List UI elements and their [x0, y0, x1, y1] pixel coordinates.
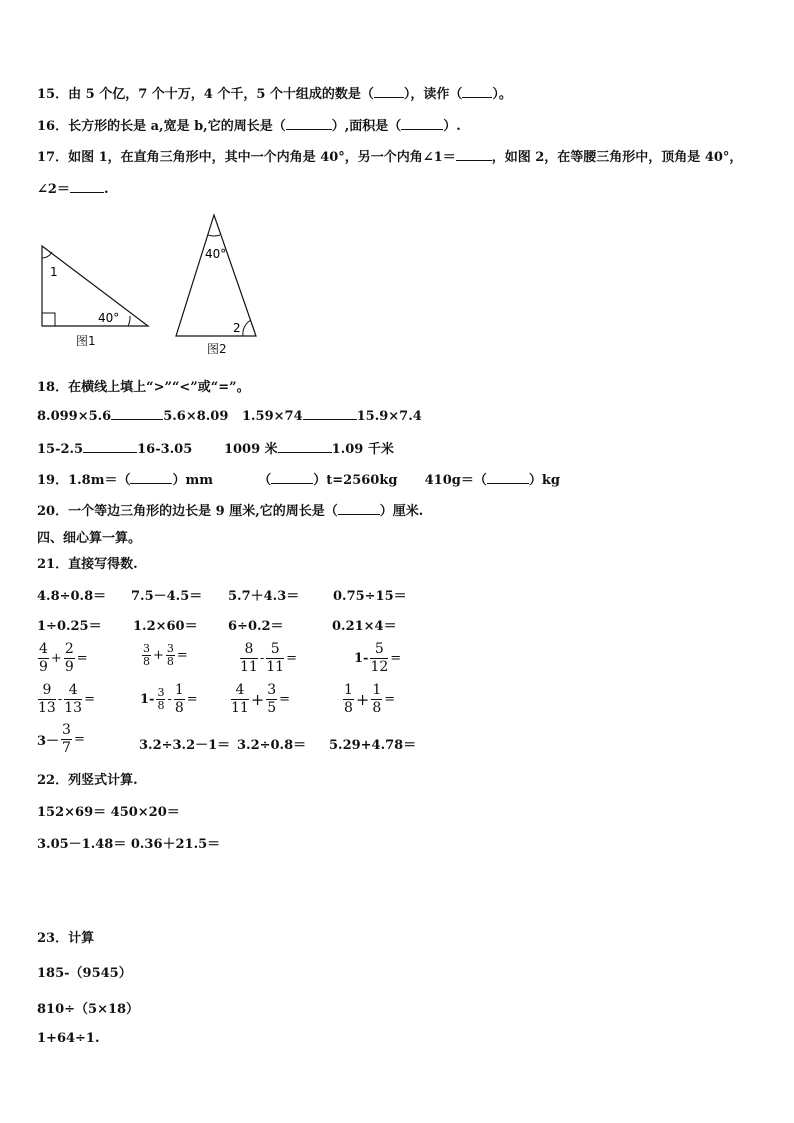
fraction-calc-item: $\frac{3}{8}$ + $\frac{3}{8}$ = [143, 642, 188, 668]
fraction: $\frac{9}{13}$ [38, 682, 56, 716]
apex-angle-label: 40° [205, 247, 227, 261]
question-22-row1: 152×69＝ 450×20＝ [37, 805, 180, 820]
question-21-title: 21．直接写得数. [37, 557, 138, 572]
angle-40-label: 40° [98, 311, 120, 325]
fraction: $\frac{5}{11}$ [266, 641, 285, 675]
fraction-calc-item: $\frac{4}{11}$ + $\frac{3}{5}$ = [231, 682, 291, 716]
calc-item: 6÷0.2＝ [228, 619, 284, 634]
fraction: $\frac{4}{11}$ [231, 682, 249, 716]
question-23-item: 1+64÷1. [37, 1031, 100, 1046]
fraction: $\frac{2}{9}$ [64, 641, 74, 675]
question-22-title: 22．列竖式计算. [37, 773, 138, 788]
fraction: $\frac{4}{9}$ [39, 641, 48, 675]
answer-blank[interactable] [70, 180, 104, 193]
calc-item: 3.2÷0.8＝ [237, 738, 307, 753]
fraction: $\frac{3}{8}$ [166, 642, 174, 668]
fraction: $\frac{1}{8}$ [174, 682, 184, 716]
calc-item: 0.75÷15＝ [333, 589, 407, 604]
fraction-calc-item: $\frac{9}{13}$ - $\frac{4}{13}$ = [38, 682, 95, 716]
fraction: $\frac{8}{11}$ [240, 641, 258, 675]
calc-item: 5.29+4.78＝ [329, 738, 417, 753]
fraction-calc-item: $\frac{1}{8}$ + $\frac{1}{8}$ = [344, 682, 396, 716]
fraction: $\frac{3}{8}$ [157, 686, 165, 712]
fraction-calc-item: $\frac{8}{11}$ - $\frac{5}{11}$ = [240, 641, 297, 675]
answer-blank[interactable] [111, 407, 163, 420]
question-17-line1: 17．如图 1，在直角三角形中，其中一个内角是 40°，另一个内角∠1＝ ，如图 2，在等腰三角形中，顶角是 40°， [37, 150, 743, 165]
angle-1-label: 1 [50, 265, 58, 279]
answer-blank[interactable] [338, 502, 380, 515]
calc-item: 3.2÷3.2－1＝ [139, 738, 231, 753]
answer-blank[interactable] [130, 471, 172, 484]
fraction: $\frac{4}{13}$ [64, 682, 83, 716]
calc-item: 4.8÷0.8＝ [37, 589, 107, 604]
question-16: 16．长方形的长是 a,宽是 b,它的周长是（ ）,面积是（ ）. [37, 119, 461, 134]
fraction: $\frac{3}{7}$ [62, 722, 71, 756]
answer-blank[interactable] [456, 148, 492, 161]
answer-blank[interactable] [462, 85, 492, 98]
answer-blank[interactable] [286, 117, 332, 130]
fraction: $\frac{3}{8}$ [143, 642, 150, 668]
calc-item: 7.5－4.5＝ [131, 589, 203, 604]
question-18-row1: 8.099×5.6 5.6×8.09 1.59×74 15.9×7.4 [37, 409, 422, 424]
calc-item: 0.21×4＝ [332, 619, 397, 634]
answer-blank[interactable] [278, 440, 332, 453]
question-23-item: 810÷（5×18） [37, 1002, 140, 1017]
question-15: 15．由 5 个亿，7 个十万，4 个千，5 个十组成的数是（ ），读作（ ）。 [37, 87, 512, 102]
question-19: 19．1.8m＝（ ）mm （ ）t=2560kg 410g＝（ ）kg [37, 473, 560, 488]
answer-blank[interactable] [83, 440, 137, 453]
question-23-title: 23．计算 [37, 931, 95, 946]
fraction: $\frac{3}{5}$ [267, 682, 277, 716]
question-20: 20．一个等边三角形的边长是 9 厘米,它的周长是（ ）厘米. [37, 504, 424, 519]
question-22-row2: 3.05－1.48＝ 0.36＋21.5＝ [37, 837, 221, 852]
answer-blank[interactable] [271, 471, 313, 484]
calc-item: 5.7＋4.3＝ [228, 589, 300, 604]
figure-2-isosceles-triangle [172, 212, 262, 340]
answer-blank[interactable] [374, 85, 404, 98]
calc-item: 1.2×60＝ [133, 619, 198, 634]
fraction-calc-item: 1- $\frac{3}{8}$ - $\frac{1}{8}$ = [140, 682, 198, 716]
angle-2-label: 2 [233, 321, 241, 335]
question-23-item: 185-（9545） [37, 966, 132, 981]
fraction: $\frac{1}{8}$ [372, 682, 382, 716]
figure-1-caption: 图1 [76, 334, 96, 348]
question-18-row2: 15-2.5 16-3.05 1009 米 1.09 千米 [37, 442, 394, 457]
calc-item: 1÷0.25＝ [37, 619, 102, 634]
fraction-calc-item: $\frac{4}{9}$ + $\frac{2}{9}$ = [39, 641, 88, 675]
fraction: $\frac{1}{8}$ [344, 682, 353, 716]
fraction-calc-item: 3－ $\frac{3}{7}$ = [37, 722, 85, 756]
fraction: $\frac{5}{12}$ [370, 641, 389, 675]
section-4-heading: 四、细心算一算。 [37, 531, 142, 546]
question-18-title: 18．在横线上填上“>”“<”或“=”。 [37, 380, 250, 395]
fraction-calc-item: 1- $\frac{5}{12}$ = [354, 641, 402, 675]
figure-1-right-triangle [38, 242, 153, 332]
answer-blank[interactable] [303, 407, 357, 420]
figure-2-caption: 图2 [207, 342, 227, 356]
answer-blank[interactable] [487, 471, 529, 484]
answer-blank[interactable] [401, 117, 443, 130]
question-17-line2: ∠2＝ . [37, 182, 109, 197]
